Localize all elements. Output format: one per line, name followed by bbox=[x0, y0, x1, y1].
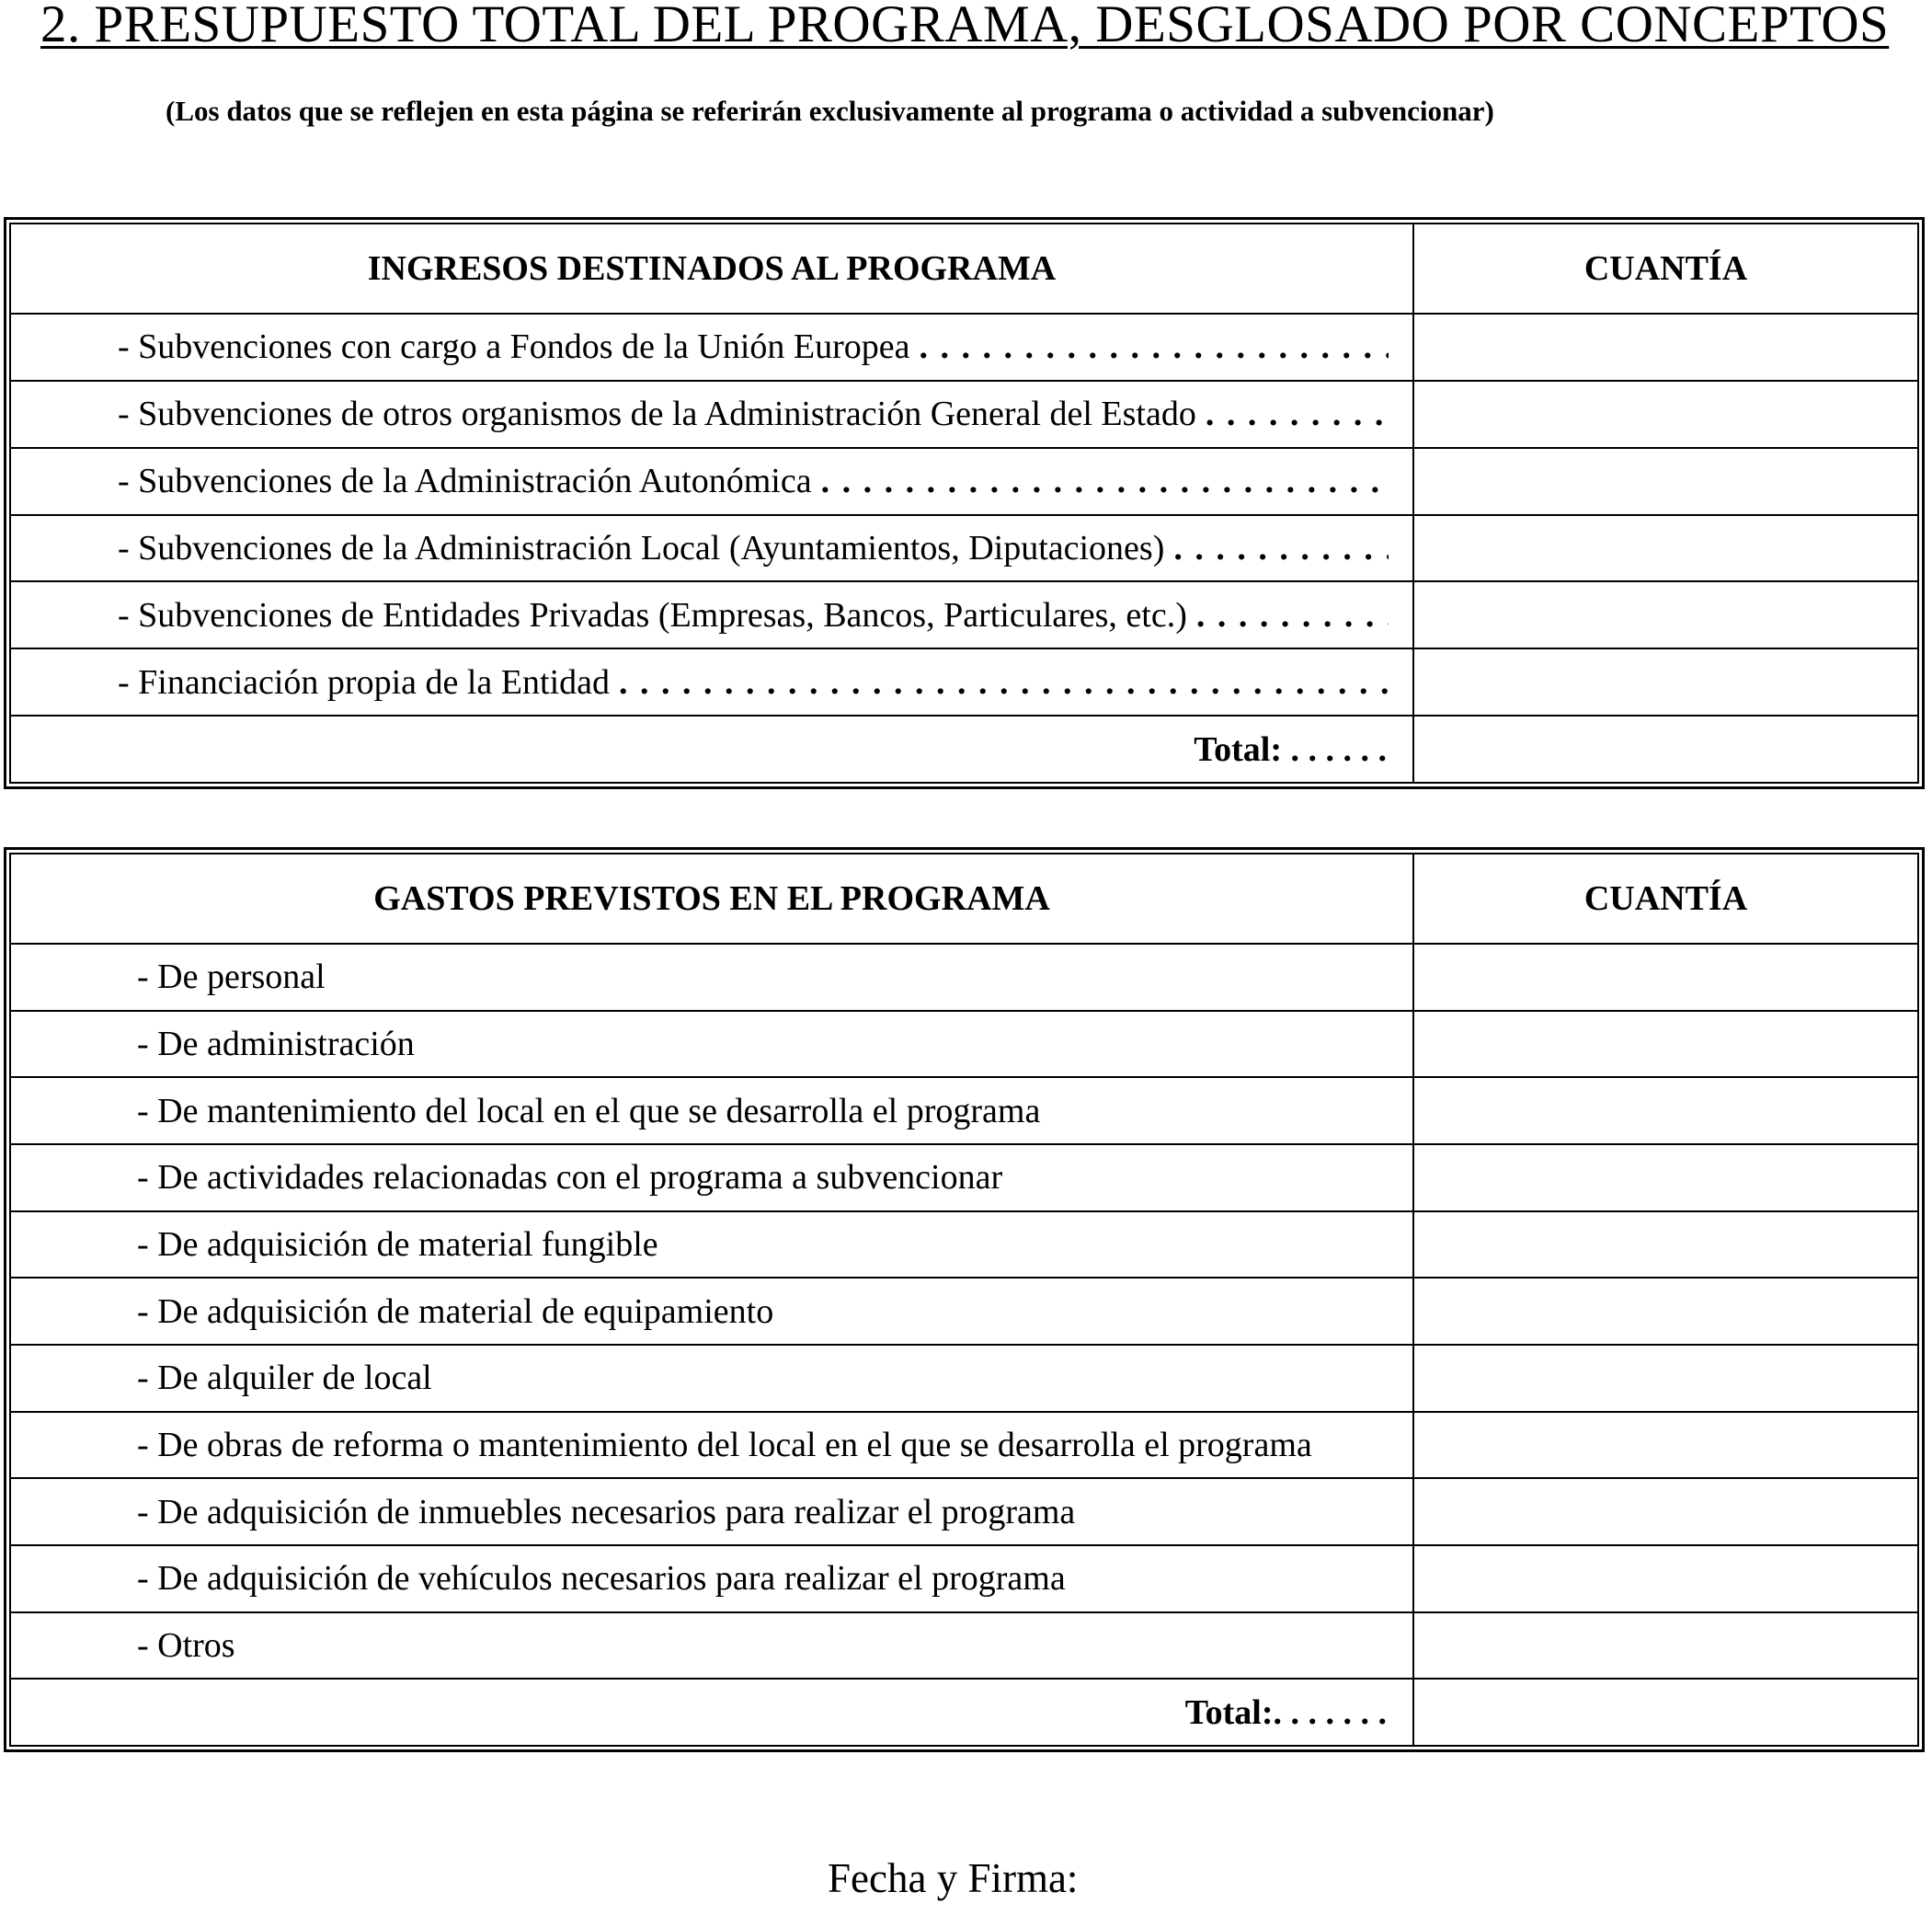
gastos-row-label-cell bbox=[10, 1345, 1413, 1412]
dot-leader bbox=[1173, 528, 1389, 568]
ingresos-row-label-cell bbox=[10, 581, 1413, 648]
ingresos-row-label: - Subvenciones de Entidades Privadas (Empresas, Bancos, Particulares, etc.) bbox=[118, 595, 1187, 635]
gastos-amount-field[interactable] bbox=[1413, 1144, 1918, 1211]
gastos-row bbox=[10, 1612, 1918, 1680]
ingresos-row bbox=[10, 381, 1918, 448]
page-title: 2. PRESUPUESTO TOTAL DEL PROGRAMA, DESGLOSADO POR CONCEPTOS bbox=[40, 0, 1890, 53]
gastos-row-label-cell bbox=[10, 1278, 1413, 1345]
gastos-header: GASTOS PREVISTOS EN EL PROGRAMA bbox=[10, 854, 1413, 944]
ingresos-row bbox=[10, 314, 1918, 381]
gastos-row bbox=[10, 1478, 1918, 1545]
gastos-row-label: - De alquiler de local bbox=[137, 1359, 432, 1398]
gastos-row bbox=[10, 1211, 1918, 1279]
gastos-row-label: - De actividades relacionadas con el programa a subvencionar bbox=[137, 1158, 1003, 1198]
gastos-total-label: Total:. . . . . . . bbox=[10, 1679, 1413, 1746]
ingresos-row-label-cell bbox=[10, 314, 1413, 381]
ingresos-amount-field[interactable] bbox=[1413, 381, 1918, 448]
ingresos-row-label-cell bbox=[10, 515, 1413, 582]
gastos-header-row bbox=[10, 854, 1918, 944]
signature-label: Fecha y Firma: bbox=[828, 1855, 1079, 1901]
gastos-row-label-cell bbox=[10, 1011, 1413, 1078]
gastos-row bbox=[10, 1278, 1918, 1345]
ingresos-row-label: - Financiación propia de la Entidad bbox=[118, 662, 610, 702]
gastos-amount-field[interactable] bbox=[1413, 1478, 1918, 1545]
gastos-amount-field[interactable] bbox=[1413, 1412, 1918, 1479]
ingresos-row-label: - Subvenciones de otros organismos de la Administración General del Estado bbox=[118, 395, 1196, 434]
ingresos-row bbox=[10, 448, 1918, 515]
gastos-row-label-cell bbox=[10, 1211, 1413, 1279]
ingresos-amount-field[interactable] bbox=[1413, 648, 1918, 716]
dot-leader bbox=[821, 461, 1389, 501]
gastos-amount-header: CUANTÍA bbox=[1413, 854, 1918, 944]
ingresos-amount-header: CUANTÍA bbox=[1413, 224, 1918, 314]
page-subtitle: (Los datos que se reflejen en esta página se referirán exclusivamente al programa o actividad a subvencionar) bbox=[166, 95, 1494, 127]
gastos-row-label-cell bbox=[10, 1612, 1413, 1680]
gastos-amount-field[interactable] bbox=[1413, 1345, 1918, 1412]
ingresos-table bbox=[9, 223, 1919, 784]
gastos-row-label: - De adquisición de material fungible bbox=[137, 1224, 658, 1264]
gastos-amount-field[interactable] bbox=[1413, 1211, 1918, 1279]
ingresos-total-amount-field[interactable] bbox=[1413, 716, 1918, 783]
gastos-row-label: - De administración bbox=[137, 1024, 415, 1063]
dot-leader bbox=[919, 327, 1389, 367]
gastos-table-frame bbox=[4, 847, 1925, 1752]
gastos-row-label-cell bbox=[10, 1545, 1413, 1612]
dot-leader bbox=[619, 662, 1389, 703]
gastos-amount-field[interactable] bbox=[1413, 1077, 1918, 1144]
ingresos-amount-field[interactable] bbox=[1413, 448, 1918, 515]
ingresos-row-label-cell bbox=[10, 648, 1413, 716]
ingresos-header-row bbox=[10, 224, 1918, 314]
gastos-row bbox=[10, 944, 1918, 1011]
gastos-row-label: - De personal bbox=[137, 958, 326, 997]
gastos-row bbox=[10, 1412, 1918, 1479]
gastos-row bbox=[10, 1077, 1918, 1144]
dot-leader bbox=[1206, 394, 1389, 434]
gastos-row-label: - De adquisición de material de equipamiento bbox=[137, 1291, 774, 1331]
ingresos-row-label: - Subvenciones de la Administración Autonómica bbox=[118, 462, 812, 501]
gastos-row-label-cell bbox=[10, 1144, 1413, 1211]
ingresos-row-label-cell bbox=[10, 381, 1413, 448]
ingresos-amount-field[interactable] bbox=[1413, 314, 1918, 381]
ingresos-row bbox=[10, 515, 1918, 582]
ingresos-row bbox=[10, 648, 1918, 716]
ingresos-table-frame bbox=[4, 217, 1925, 789]
gastos-row-label: - De obras de reforma o mantenimiento del local en el que se desarrolla el programa bbox=[137, 1425, 1312, 1464]
gastos-amount-field[interactable] bbox=[1413, 944, 1918, 1011]
gastos-total-row bbox=[10, 1679, 1918, 1746]
ingresos-row-label: - Subvenciones de la Administración Local (Ayuntamientos, Diputaciones) bbox=[118, 528, 1165, 568]
gastos-total-amount-field[interactable] bbox=[1413, 1679, 1918, 1746]
gastos-row bbox=[10, 1345, 1918, 1412]
gastos-row bbox=[10, 1144, 1918, 1211]
gastos-amount-field[interactable] bbox=[1413, 1612, 1918, 1680]
gastos-table bbox=[9, 853, 1919, 1747]
gastos-row-label-cell bbox=[10, 944, 1413, 1011]
gastos-amount-field[interactable] bbox=[1413, 1278, 1918, 1345]
ingresos-total-label: Total: . . . . . . bbox=[10, 716, 1413, 783]
ingresos-amount-field[interactable] bbox=[1413, 515, 1918, 582]
ingresos-row-label: - Subvenciones con cargo a Fondos de la Unión Europea bbox=[118, 327, 910, 367]
gastos-amount-field[interactable] bbox=[1413, 1545, 1918, 1612]
ingresos-header: INGRESOS DESTINADOS AL PROGRAMA bbox=[10, 224, 1413, 314]
gastos-row-label: - De adquisición de vehículos necesarios para realizar el programa bbox=[137, 1559, 1066, 1599]
ingresos-total-row bbox=[10, 716, 1918, 783]
ingresos-row-label-cell bbox=[10, 448, 1413, 515]
gastos-row-label-cell bbox=[10, 1478, 1413, 1545]
ingresos-amount-field[interactable] bbox=[1413, 581, 1918, 648]
gastos-row-label-cell bbox=[10, 1077, 1413, 1144]
gastos-row-label: - De mantenimiento del local en el que se desarrolla el programa bbox=[137, 1091, 1041, 1130]
gastos-row-label-cell bbox=[10, 1412, 1413, 1479]
gastos-amount-field[interactable] bbox=[1413, 1011, 1918, 1078]
gastos-row-label: - Otros bbox=[137, 1625, 235, 1665]
gastos-row bbox=[10, 1011, 1918, 1078]
dot-leader bbox=[1196, 595, 1389, 636]
gastos-row bbox=[10, 1545, 1918, 1612]
ingresos-row bbox=[10, 581, 1918, 648]
gastos-row-label: - De adquisición de inmuebles necesarios para realizar el programa bbox=[137, 1492, 1076, 1531]
